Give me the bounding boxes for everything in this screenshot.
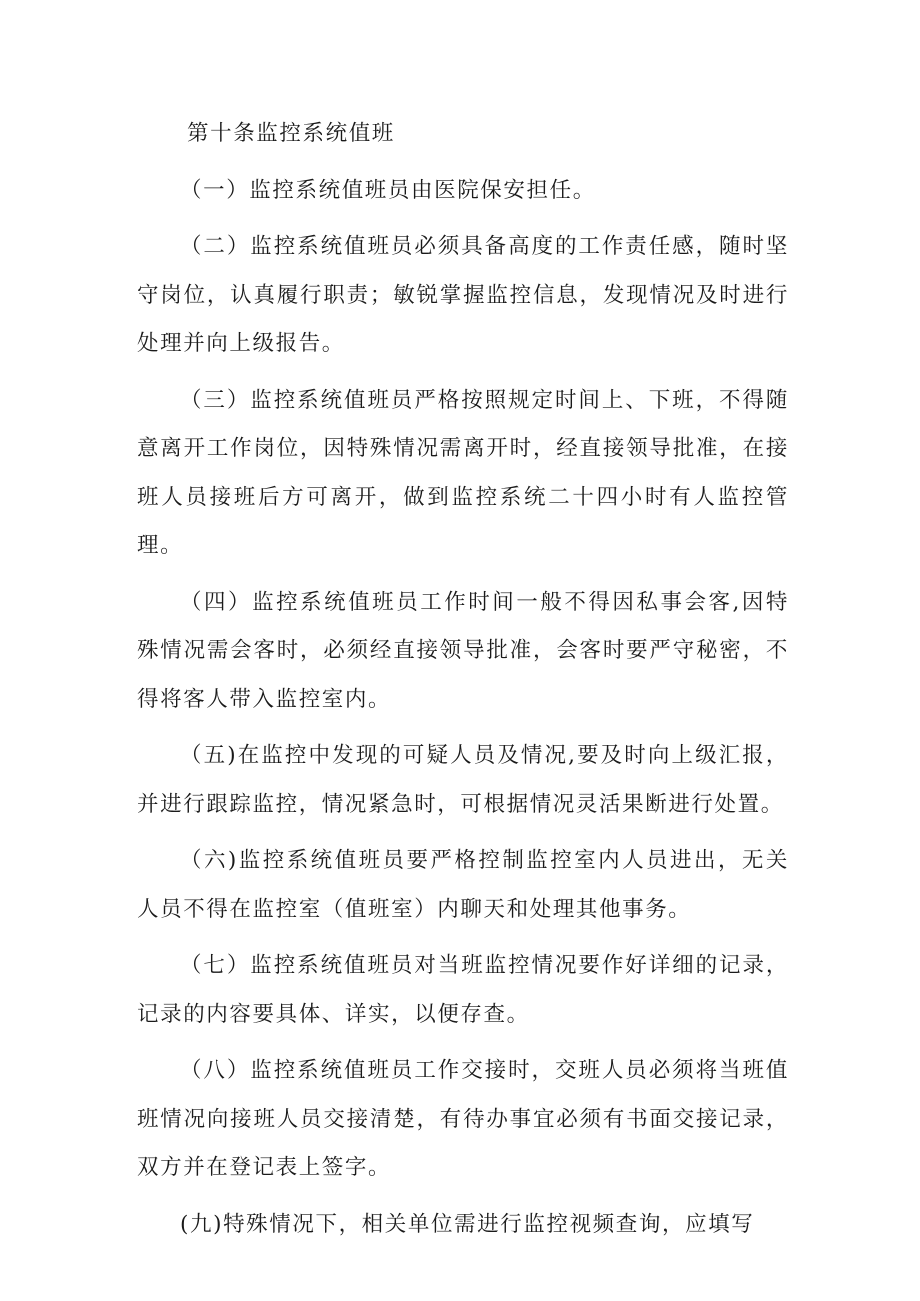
paragraph-3: （三）监控系统值班员严格按照规定时间上、下班，不得随意离开工作岗位，因特殊情况需离开时，经直接领导批准，在接班人员接班后方可离开，做到监控系统二十四小时有人监控管理。 (137, 387, 789, 558)
paragraph-7: （七）监控系统值班员对当班监控情况要作好详细的记录，记录的内容要具体、详实，以便存查。 (137, 953, 789, 1027)
paragraph-4: （四）监控系统值班员工作时间一般不得因私事会客,因特殊情况需会客时，必须经直接领导批准，会客时要严守秘密，不得将客人带入监控室内。 (137, 589, 789, 712)
paragraph-1: （一）监控系统值班员由医院保安担任。 (180, 177, 596, 203)
article-heading: 第十条监控系统值班 (187, 121, 395, 146)
paragraph-5: （五)在监控中发现的可疑人员及情况,要及时向上级汇报，并进行跟踪监控，情况紧急时，可根据情况灵活果断进行处置。 (137, 743, 789, 817)
paragraph-8: （八）监控系统值班员工作交接时，交班人员必须将当班值班情况向接班人员交接清楚，有待办事宜必须有书面交接记录，双方并在登记表上签字。 (137, 1058, 789, 1180)
paragraph-2: （二）监控系统值班员必须具备高度的工作责任感，随时坚守岗位，认真履行职责；敏锐掌握监控信息，发现情况及时进行处理并向上级报告。 (137, 234, 789, 356)
paragraph-6: （六)监控系统值班员要严格控制监控室内人员进出，无关人员不得在监控室（值班室）内聊天和处理其他事务。 (137, 848, 789, 922)
paragraph-9: (九)特殊情况下，相关单位需进行监控视频查询，应填写 (180, 1211, 755, 1237)
article-body (137, 110, 789, 1257)
